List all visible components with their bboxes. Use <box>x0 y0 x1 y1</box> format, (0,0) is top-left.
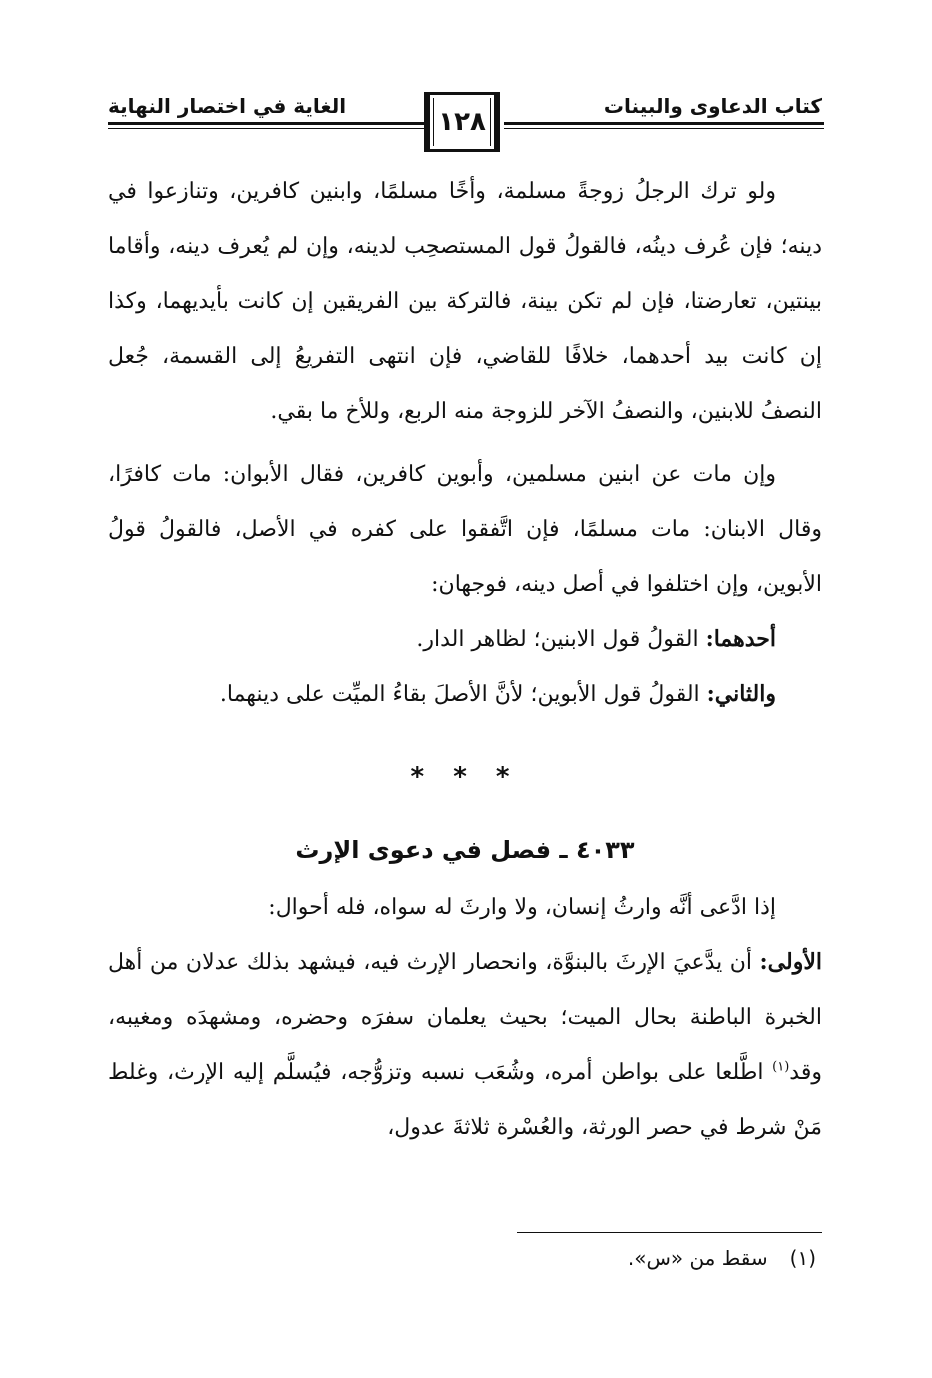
first-case-lead: الأولى: <box>759 949 822 975</box>
section-title: ٤٠٣٣ ـ فصل في دعوى الإرث <box>295 836 635 864</box>
paragraph-claim-intro: إذا ادَّعى أنَّه وارثُ إنسان، ولا وارثَ له سواه، فله أحوال: <box>268 895 776 920</box>
page-number <box>424 92 500 152</box>
paragraph-inheritance-dispute: ولو ترك الرجلُ زوجةً مسلمة، وأخًا مسلمًا، وابنين كافرين، وتنازعوا في دينه؛ فإن عُرف دينُه، فالقولُ قول المستصحِب لدينه، وإن لم يُعرف دينه، وأقاما بينتين، تعارضتا، فإن لم تكن بينة، فالتركة بين الفريقين إن كانت بأيديهما، وكذا إن كانت بيد أحدهما، خلافًا للقاضي، فإن انتهى التفريعُ إلى القسمة، جُعل النصفُ للابنين، والنصفُ الآخر للزوجة منه الربع، وللأخ ما بقي. <box>108 179 822 424</box>
running-head-work-title: الغاية في اختصار النهاية <box>108 94 347 118</box>
section-separator: * * * <box>410 762 520 792</box>
page-number-text: ١٢٨ <box>438 107 486 137</box>
paragraph-first-case <box>108 935 822 1155</box>
footnote <box>628 1246 816 1270</box>
first-view-text: القولُ قول الابنين؛ لظاهر الدار. <box>416 627 706 652</box>
second-view-lead: والثاني: <box>706 681 776 707</box>
first-case-text-a: أن يدَّعيَ الإرثَ بالبنوَّة، وانحصار الإرث فيه، فيشهد بذلك عدلان من أهل الخبرة الباطنة بحال الميت؛ بحيث يعلمان سفرَه وحضره، ومشهدَه ومغيبه، وقد <box>108 950 822 1085</box>
footnote-reference: (١) <box>772 1059 790 1075</box>
header-rule-left <box>108 122 432 125</box>
second-view-text: القولُ قول الأبوين؛ لأنَّ الأصلَ بقاءُ الميِّت على دينهما. <box>219 682 707 707</box>
footnote-number: (١) <box>789 1246 816 1270</box>
paragraph-second-view <box>108 667 822 722</box>
first-case-text-b: اطَّلعا على بواطن أمره، وشُعَب نسبه وتزوُّجه، فيُسلَّم إليه الإرث، وغلط مَنْ شرط في حصر الورثة، والعُسْرة ثلاثةَ عدول، <box>108 1060 822 1140</box>
running-head-book-title: كتاب الدعاوى والبينات <box>603 94 822 118</box>
header-rule-right <box>504 122 824 125</box>
main-text <box>108 164 822 1155</box>
footnote-text: سقط من «س». <box>627 1246 768 1270</box>
first-view-lead: أحدهما: <box>705 626 776 652</box>
paragraph-first-view <box>108 612 822 667</box>
paragraph-parents-sons: وإن مات عن ابنين مسلمين، وأبوين كافرين، فقال الأبوان: مات كافرًا، وقال الابنان: مات مسلمًا، فإن اتَّفقوا على كفره في الأصل، فالقولُ قولُ الأبوين، وإن اختلفوا في أصل دينه، فوجهان: <box>108 462 822 597</box>
footnote-rule <box>517 1232 822 1233</box>
